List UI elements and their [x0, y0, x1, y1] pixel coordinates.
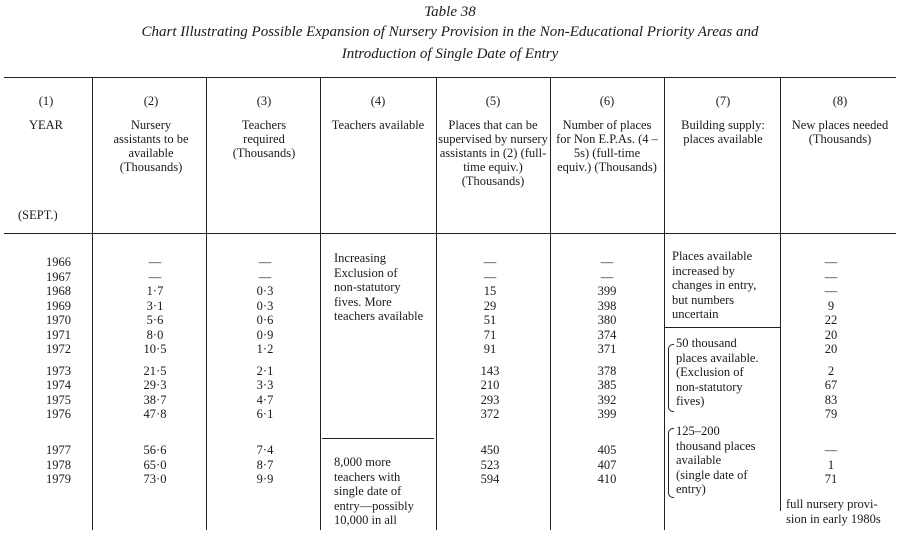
table-cell: 8·0 [146, 327, 164, 342]
table-cell: — [824, 443, 838, 458]
table-cell: 91 [483, 342, 497, 357]
table-cell: — [824, 284, 838, 299]
places-supervised-column [455, 255, 525, 487]
col8-footnote: full nursery provi- sion in early 1980s [786, 497, 881, 526]
table-cell: 7·4 [256, 443, 274, 458]
table-cell: — [824, 255, 838, 269]
col7-note-mid: 50 thousand places available. (Exclusion of non-statutory fives) [676, 336, 759, 409]
table-cell: 20 [824, 327, 838, 342]
table-cell: 1967 [46, 269, 71, 284]
table-cell: 10·5 [143, 342, 167, 357]
column-divider [664, 77, 665, 530]
table-cell: 6·1 [256, 407, 274, 422]
col7-note-early: Places available increased by changes in entry, but numbers uncertain [672, 249, 757, 322]
table-cell: 9 [827, 298, 835, 313]
bracket [668, 428, 674, 498]
header-col-2: (2) Nursery assistants to be available (Thousands) [113, 94, 189, 174]
table-cell: 38·7 [143, 392, 167, 407]
header-rule [4, 233, 896, 234]
header-col-5: (5) Places that can be supervised by nursery assistants in (2) (full-time equiv.) (Thousands) [438, 94, 548, 188]
year-note: (SEPT.) [18, 208, 58, 222]
column-divider [436, 77, 437, 530]
table-cell: 1977 [46, 443, 71, 458]
col7-separator [664, 327, 780, 328]
table-cell: 378 [597, 363, 617, 378]
table-cell: 398 [597, 298, 617, 313]
table-cell: 1970 [46, 313, 71, 328]
table-cell: 8·7 [256, 457, 274, 472]
table-cell: 594 [480, 472, 500, 487]
table-cell: 385 [597, 378, 617, 393]
table-cell: 405 [597, 443, 617, 458]
column-divider [550, 77, 551, 530]
table-cell: 1978 [46, 457, 71, 472]
header-col-6: (6) Number of places for Non E.P.As. (4 – 5s) (full-time equiv.) (Thousands) [556, 94, 658, 174]
table-cell: 20 [824, 342, 838, 357]
table-cell: 5·6 [146, 313, 164, 328]
table-cell: 3·3 [256, 378, 274, 393]
table-cell: 1973 [46, 363, 71, 378]
table-cell: 523 [480, 457, 500, 472]
table-cell: 380 [597, 313, 617, 328]
table-cell: 3·1 [146, 298, 164, 313]
table-cell: 371 [597, 342, 617, 357]
table-cell: — [148, 255, 162, 269]
column-divider [780, 77, 781, 511]
table-cell: 15 [483, 284, 497, 299]
table-cell: 1969 [46, 298, 71, 313]
table-cell: 1975 [46, 392, 71, 407]
table-cell: 9·9 [256, 472, 274, 487]
table-cell: 1·7 [146, 284, 164, 299]
table-cell: — [258, 269, 272, 284]
table-cell: 372 [480, 407, 500, 422]
col4-note-early: Increasing Exclusion of non-statutory fives. More teachers available [334, 251, 424, 324]
table-cell: 399 [597, 407, 617, 422]
table-cell: 79 [824, 407, 838, 422]
table-cell: — [600, 269, 614, 284]
table-cell: 1974 [46, 378, 71, 393]
table-cell: 65·0 [143, 457, 167, 472]
table-cell: — [148, 269, 162, 284]
new-places-column [796, 255, 866, 487]
table-cell: 450 [480, 443, 500, 458]
table-title-line-1: Chart Illustrating Possible Expansion of Nursery Provision in the Non-Educational Priority Areas and [141, 24, 759, 40]
table-cell: 0·3 [256, 284, 274, 299]
non-epa-places-column [572, 255, 642, 487]
table-cell: 1979 [46, 472, 71, 487]
year-column [46, 255, 106, 487]
table-cell: — [600, 255, 614, 269]
header-col-3: (3) Teachers required (Thousands) [232, 94, 296, 160]
column-divider [206, 77, 207, 530]
table-cell: 410 [597, 472, 617, 487]
table-cell: 21·5 [143, 363, 167, 378]
table-cell: 0·9 [256, 327, 274, 342]
table-cell: 29·3 [143, 378, 167, 393]
table-cell: 374 [597, 327, 617, 342]
table-cell: 1968 [46, 284, 71, 299]
col7-note-late: 125–200 thousand places available (single date of entry) [676, 424, 756, 497]
table-cell: 29 [483, 298, 497, 313]
table-cell: 1 [827, 457, 835, 472]
table-title-line-2: Introduction of Single Date of Entry [341, 46, 559, 62]
bracket [668, 344, 674, 412]
table-cell: 1976 [46, 407, 71, 422]
table-cell: 4·7 [256, 392, 274, 407]
table-cell: 73·0 [143, 472, 167, 487]
table-cell: 293 [480, 392, 500, 407]
table-cell: — [824, 269, 838, 284]
table-cell: — [483, 269, 497, 284]
header-col-7: (7) Building supply: places available [681, 94, 765, 146]
table-cell: 51 [483, 313, 497, 328]
table-cell: 1966 [46, 255, 71, 269]
top-rule [4, 77, 896, 78]
table-cell: 210 [480, 378, 500, 393]
table-cell: — [483, 255, 497, 269]
header-col-4: (4) Teachers available [331, 94, 425, 132]
header-col-8: (8) New places needed (Thousands) [791, 94, 889, 146]
table-cell: 392 [597, 392, 617, 407]
table-cell: 22 [824, 313, 838, 328]
header-col-1: (1) YEAR [28, 94, 64, 132]
table-cell: 56·6 [143, 443, 167, 458]
table-number: Table 38 [424, 4, 476, 20]
table-cell: 47·8 [143, 407, 167, 422]
table-cell: 0·6 [256, 313, 274, 328]
table-cell: 71 [824, 472, 838, 487]
table-cell: 1971 [46, 327, 71, 342]
table-cell: 67 [824, 378, 838, 393]
table-cell: 407 [597, 457, 617, 472]
table-cell: 83 [824, 392, 838, 407]
table-cell: 1972 [46, 342, 71, 357]
table-cell: — [258, 255, 272, 269]
table-cell: 71 [483, 327, 497, 342]
col4-note-late: 8,000 more teachers with single date of entry—possibly 10,000 in all [334, 455, 414, 528]
table-cell: 0·3 [256, 298, 274, 313]
table-cell: 2 [827, 363, 835, 378]
table-cell: 2·1 [256, 363, 274, 378]
teachers-required-column [230, 255, 300, 487]
column-divider [320, 77, 321, 530]
col4-separator [322, 438, 434, 439]
nursery-assistants-column [120, 255, 190, 487]
table-cell: 143 [480, 363, 500, 378]
table-cell: 1·2 [256, 342, 274, 357]
table-cell: 399 [597, 284, 617, 299]
